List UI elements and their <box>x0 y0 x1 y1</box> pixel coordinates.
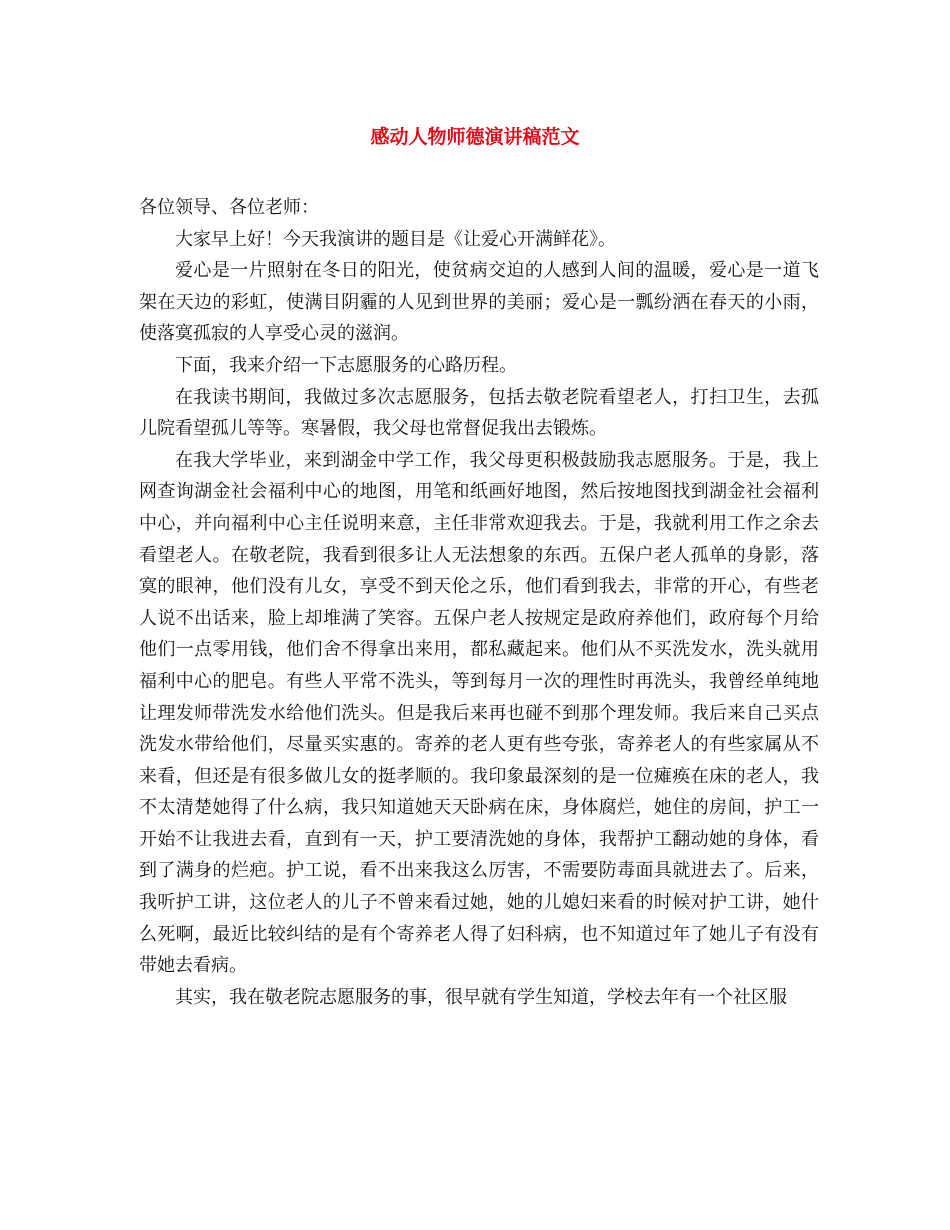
paragraph-2: 爱心是一片照射在冬日的阳光，使贫病交迫的人感到人间的温暖，爱心是一道飞架在天边的彩虹，使满目阴霾的人见到世界的美丽；爱心是一瓢纷洒在春天的小雨，使落寞孤寂的人享受心灵的滋润。 <box>139 260 819 345</box>
paragraph-5: 在我大学毕业，来到湖金中学工作，我父母更积极鼓励我志愿服务。于是，我上网查询湖金社会福利中心的地图，用笔和纸画好地图，然后按地图找到湖金社会福利中心，并向福利中心主任说明来意，主任非常欢迎我去。于是，我就利用工作之余去看望老人。在敬老院，我看到很多让人无法想象的东西。五保户老人孤单的身影，落寞的眼神，他们没有儿女，享受不到天伦之乐，他们看到我去，非常的开心，有些老人说不出话来，脸上却堆满了笑容。五保户老人按规定是政府养他们，政府每个月给他们一点零用钱，他们舍不得拿出来用，都私藏起来。他们从不买洗发水，洗头就用福利中心的肥皂。有些人平常不洗头，等到每月一次的理性时再洗头，我曾经单纯地让理发师带洗发水给他们洗头。但是我后来再也碰不到那个理发师。我后来自己买点洗发水带给他们，尽量买实惠的。寄养的老人更有些夸张，寄养老人的有些家属从不来看，但还是有很多做儿女的挺孝顺的。我印象最深刻的是一位瘫痪在床的老人，我不太清楚她得了什么病，我只知道她天天卧病在床，身体腐烂，她住的房间，护工一开始不让我进去看，直到有一天，护工要清洗她的身体，我帮护工翻动她的身体，看到了满身的烂疤。护工说，看不出来我这么厉害，不需要防毒面具就进去了。后来，我听护工讲，这位老人的儿子不曾来看过她，她的儿媳妇来看的时候对护工讲，她什么死啊，最近比较纠结的是有个寄养老人得了妇科病，也不知道过年了她儿子有没有带她去看病。 <box>139 449 819 977</box>
document-body <box>139 192 819 1013</box>
salutation: 各位领导、各位老师： <box>139 197 319 218</box>
paragraph-1: 大家早上好！今天我演讲的题目是《让爱心开满鲜花》。 <box>175 228 616 250</box>
paragraph-4: 在我读书期间，我做过多次志愿服务，包括去敬老院看望老人，打扫卫生，去孤儿院看望孤儿等等。寒暑假，我父母也常督促我出去锻炼。 <box>139 386 819 440</box>
paragraph-6: 其实，我在敬老院志愿服务的事，很早就有学生知道，学校去年有一个社区服 <box>175 986 787 1008</box>
paragraph-3: 下面，我来介绍一下志愿服务的心路历程。 <box>175 354 517 376</box>
document-title: 感动人物师德演讲稿范文 <box>370 126 580 148</box>
